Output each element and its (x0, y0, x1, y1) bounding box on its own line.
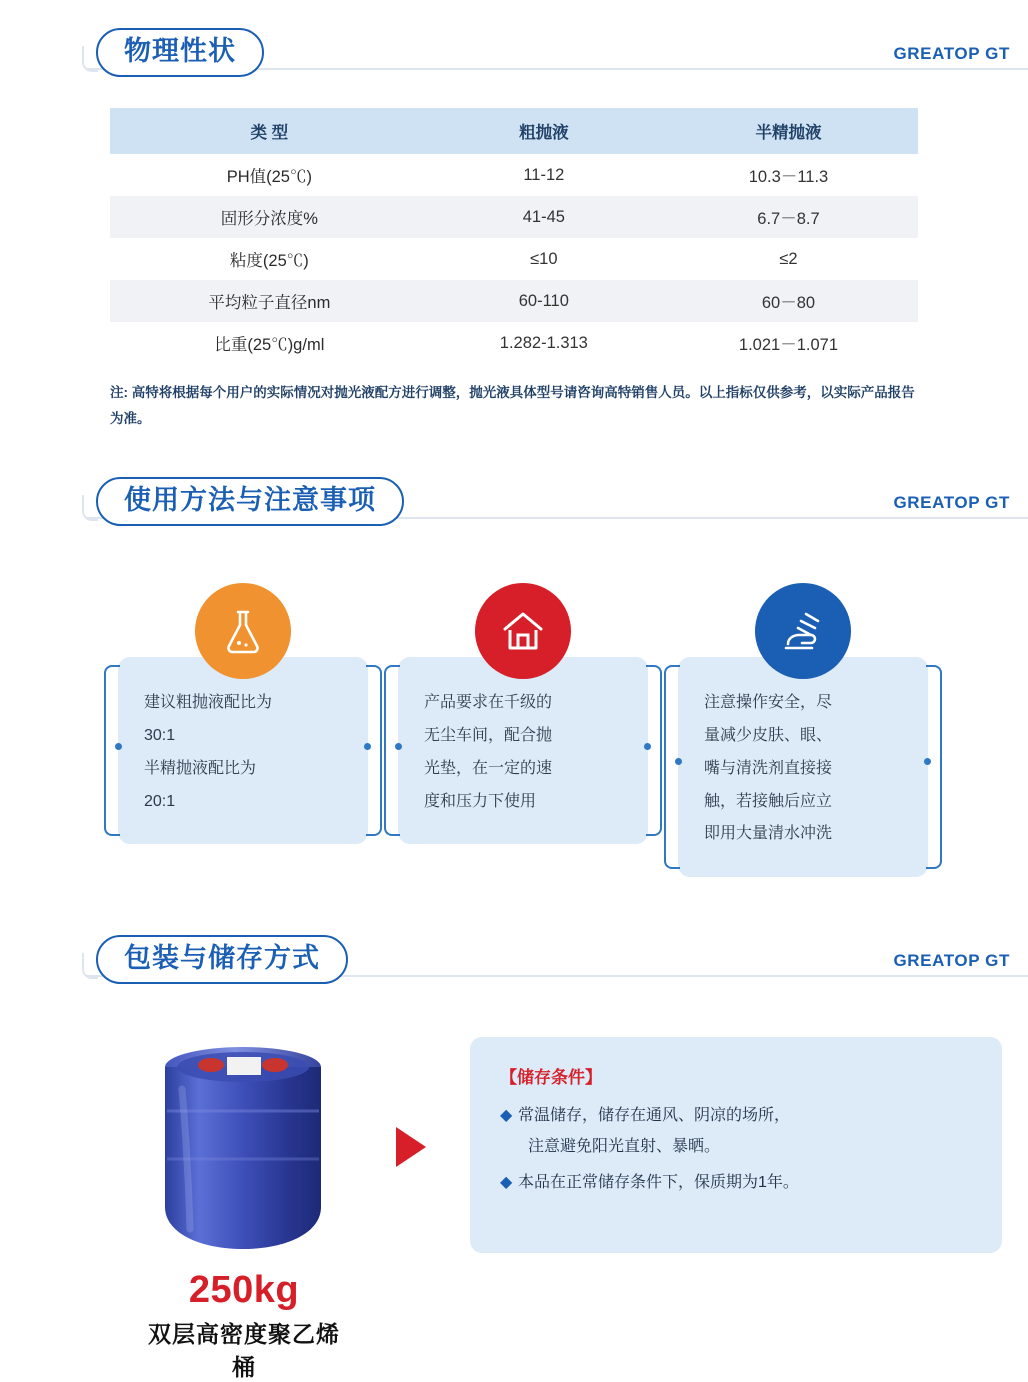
cell-semifine: 10.3－11.3 (748, 168, 829, 186)
bracket-right-icon (366, 665, 382, 836)
col-header-semifine: 半精抛液 (659, 108, 918, 154)
usage-card-cleanroom (398, 583, 648, 844)
bracket-dot-icon (115, 743, 122, 750)
cell-label: 固形分浓度% (110, 196, 429, 238)
storage-title: 【储存条件】 (500, 1068, 602, 1088)
drum-caption-block (138, 1269, 350, 1382)
section-header (0, 24, 1028, 88)
usage-line: 光垫，在一定的速 (424, 759, 553, 777)
section-title-usage: 使用方法与注意事项 (96, 477, 404, 526)
cell-coarse: 60-110 (429, 280, 659, 322)
storage-item (500, 1100, 972, 1162)
diamond-bullet-icon: ◆ (500, 1107, 513, 1125)
usage-text-card (678, 657, 928, 877)
storage-item (500, 1167, 972, 1198)
cell-semifine: 1.021－1.071 (738, 336, 839, 354)
usage-card-ratio (118, 583, 368, 844)
storage-item-line1: 本品在正常储存条件下，保质期为1年。 (518, 1173, 799, 1191)
hand-wash-icon (755, 583, 851, 679)
cell-coarse: ≤10 (530, 249, 558, 268)
col-header-coarse: 粗抛液 (429, 108, 659, 154)
storage-item-line2: 注意避免阳光直射、暴晒。 (528, 1138, 721, 1156)
table-row (110, 280, 918, 322)
bracket-left-icon (664, 665, 680, 869)
section-usage (0, 473, 1028, 913)
table-row (110, 196, 918, 238)
table-header-row (110, 108, 918, 154)
cell-coarse: 1.282-1.313 (499, 333, 588, 352)
usage-line: 半精抛液配比为 (144, 759, 257, 777)
diamond-bullet-icon: ◆ (500, 1173, 513, 1191)
cell-label: 粘度(25℃) (229, 252, 309, 270)
bracket-dot-icon (395, 743, 402, 750)
col-header-type: 类 型 (110, 108, 429, 154)
cell-label: 平均粒子直径nm (110, 280, 429, 322)
usage-line: 20:1 (144, 792, 176, 810)
brand-label-3: GREATOP GT (893, 951, 1010, 971)
usage-text-card (118, 657, 368, 844)
section-title-physical: 物理性状 (96, 28, 264, 77)
specs-table (110, 108, 918, 364)
packaging-content (0, 1029, 1028, 1381)
bracket-right-icon (926, 665, 942, 869)
usage-line: 度和压力下使用 (424, 792, 537, 810)
usage-text-card (398, 657, 648, 844)
usage-line: 30:1 (144, 727, 176, 745)
cell-label: PH值(25℃) (226, 168, 312, 186)
usage-line: 量减少皮肤、眼、 (704, 727, 833, 745)
cell-semifine: 6.7－8.7 (659, 196, 918, 238)
table-note: 注: 高特将根据每个用户的实际情况对抛光液配方进行调整，抛光液具体型号请咨询高特销售人员。以上指标仅供参考，以实际产品报告为准。 (110, 385, 915, 426)
usage-line: 注意操作安全，尽 (704, 694, 833, 712)
cleanroom-house-icon (475, 583, 571, 679)
table-row (110, 322, 918, 364)
usage-cards (0, 583, 1028, 913)
usage-line: 产品要求在千级的 (424, 694, 553, 712)
section-header (0, 473, 1028, 537)
storage-conditions-box (470, 1037, 1002, 1253)
section-packaging (0, 931, 1028, 1381)
cell-coarse: 41-45 (429, 196, 659, 238)
drum-weight: 250kg (188, 1269, 300, 1312)
section-physical-properties (0, 0, 1028, 431)
arrow-right-icon (396, 1127, 426, 1167)
table-row (110, 154, 918, 196)
section-title-packaging: 包装与储存方式 (96, 935, 348, 984)
bracket-right-icon (646, 665, 662, 836)
bracket-left-icon (104, 665, 120, 836)
drum-image (148, 1037, 338, 1267)
usage-line: 嘴与清洗剂直接接 (704, 759, 833, 777)
cell-label: 比重(25℃)g/ml (214, 336, 325, 354)
flask-icon (195, 583, 291, 679)
drum-caption: 双层高密度聚乙烯桶 (148, 1321, 340, 1381)
storage-item-line1: 常温储存，储存在通风、阴凉的场所， (518, 1107, 791, 1125)
brand-label-1: GREATOP GT (893, 44, 1010, 63)
usage-line: 建议粗抛液配比为 (144, 694, 273, 712)
usage-line: 触，若接触后应立 (704, 792, 833, 810)
cell-semifine: ≤2 (779, 249, 798, 268)
usage-line: 即用大量清水冲洗 (704, 825, 833, 843)
usage-card-safety (678, 583, 928, 877)
bracket-left-icon (384, 665, 400, 836)
brand-label-2: GREATOP GT (893, 493, 1010, 513)
cell-coarse: 11-12 (523, 165, 565, 184)
cell-semifine: 60－80 (659, 280, 918, 322)
specs-table-wrapper (110, 108, 918, 364)
section-header (0, 931, 1028, 995)
table-row (110, 238, 918, 280)
bracket-dot-icon (675, 758, 682, 765)
usage-line: 无尘车间，配合抛 (424, 727, 553, 745)
